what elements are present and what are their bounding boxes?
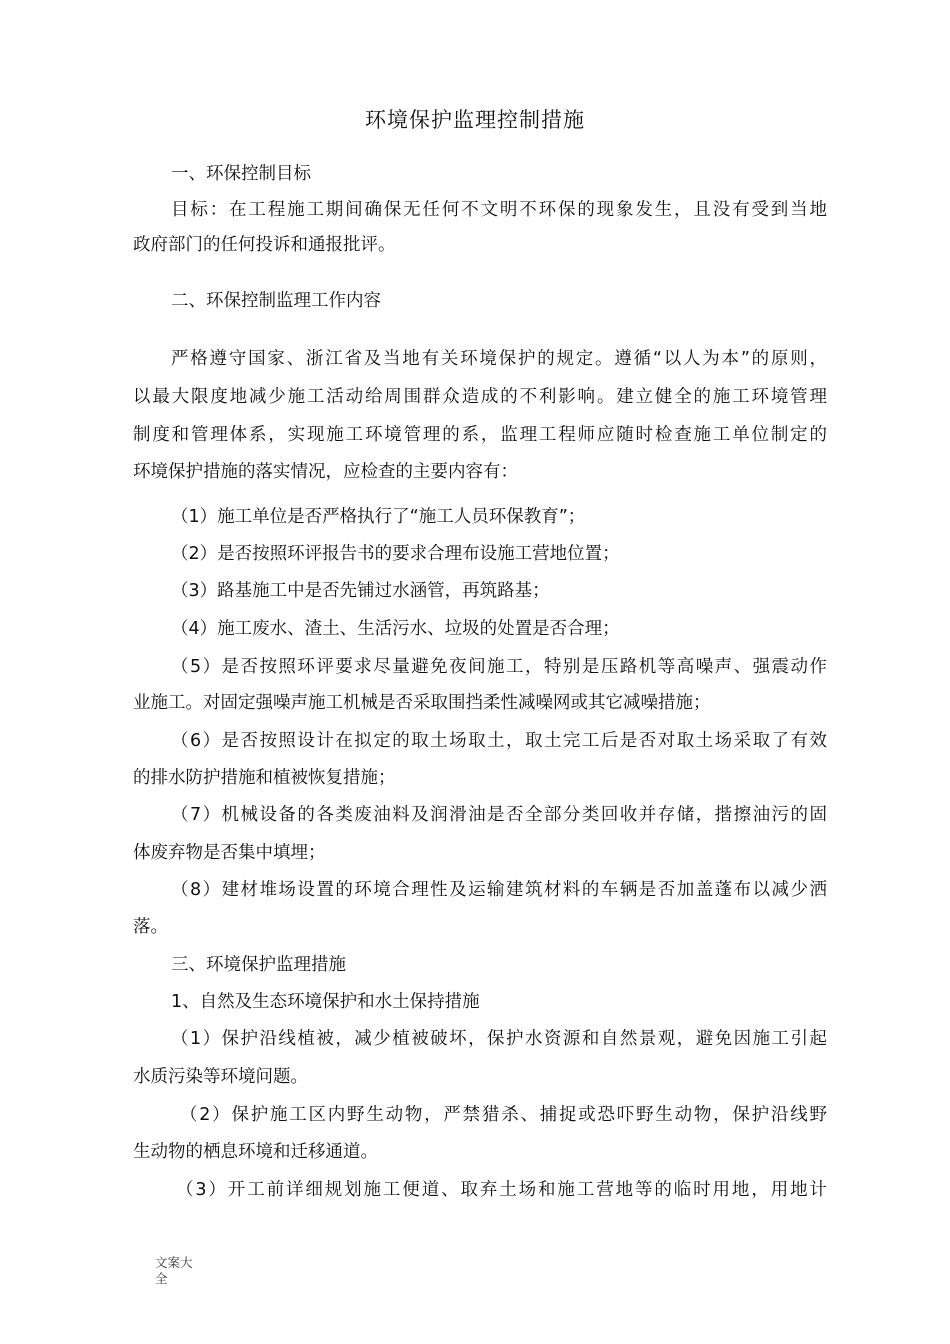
- paragraph-line: 目标：在工程施工期间确保无任何不文明不环保的现象发生，且没有受到当地: [171, 200, 827, 220]
- list-item: （5）是否按照环评要求尽量避免夜间施工，特别是压路机等高噪声、强震动作: [171, 657, 827, 677]
- footer-text: 文案大全: [155, 1255, 193, 1286]
- list-item: （3）开工前详细规划施工便道、取弃土场和施工营地等的临时用地，用地计: [176, 1180, 827, 1200]
- paragraph-line: 制度和管理体系，实现施工环境管理的系，监理工程师应随时检查施工单位制定的: [133, 425, 827, 445]
- subsection-heading: 1、自然及生态环境保护和水土保持措施: [171, 992, 480, 1012]
- document-title: 环境保护监理控制措施: [365, 108, 585, 132]
- list-item: （2）是否按照环评报告书的要求合理布设施工营地位置；: [171, 544, 620, 564]
- list-item: （3）路基施工中是否先铺过水涵管，再筑路基；: [171, 581, 550, 601]
- list-item: （1）施工单位是否严格执行了“施工人员环保教育”；: [171, 507, 586, 527]
- list-item: （7）机械设备的各类废油料及润滑油是否全部分类回收并存储，揩擦油污的固: [171, 805, 827, 825]
- list-item: （1）保护沿线植被，减少植被破坏，保护水资源和自然景观，避免因施工引起: [171, 1029, 827, 1049]
- paragraph-line: 严格遵守国家、浙江省及当地有关环境保护的规定。遵循“以人为本”的原则，: [171, 349, 827, 369]
- paragraph-line: 政府部门的任何投诉和通报批评。: [133, 235, 396, 255]
- list-item: （6）是否按照设计在拟定的取土场取土，取土完工后是否对取土场采取了有效: [171, 731, 827, 751]
- section-heading-1: 一、环保控制目标: [171, 164, 311, 184]
- list-item-continued: 落。: [133, 917, 168, 937]
- list-item: （8）建材堆场设置的环境合理性及运输建筑材料的车辆是否加盖蓬布以减少洒: [171, 880, 827, 900]
- list-item-continued: 体废弃物是否集中填埋；: [133, 843, 326, 863]
- list-item-continued: 业施工。对固定强噪声施工机械是否采取围挡柔性减噪网或其它减噪措施；: [133, 693, 711, 713]
- list-item: （4）施工废水、渣土、生活污水、垃圾的处置是否合理；: [171, 619, 620, 639]
- list-item: （2）保护施工区内野生动物，严禁猎杀、捕捉或恐吓野生动物，保护沿线野: [180, 1105, 827, 1125]
- paragraph-line: 环境保护措施的落实情况，应检查的主要内容有：: [133, 462, 518, 482]
- paragraph-line: 以最大限度地减少施工活动给周围群众造成的不利影响。建立健全的施工环境管理: [133, 387, 827, 407]
- list-item-continued: 的排水防护措施和植被恢复措施；: [133, 768, 396, 788]
- section-heading-3: 三、环境保护监理措施: [171, 955, 346, 975]
- list-item-continued: 生动物的栖息环境和迁移通道。: [133, 1142, 378, 1162]
- section-heading-2: 二、环保控制监理工作内容: [171, 291, 381, 311]
- list-item-continued: 水质污染等环境问题。: [133, 1067, 308, 1087]
